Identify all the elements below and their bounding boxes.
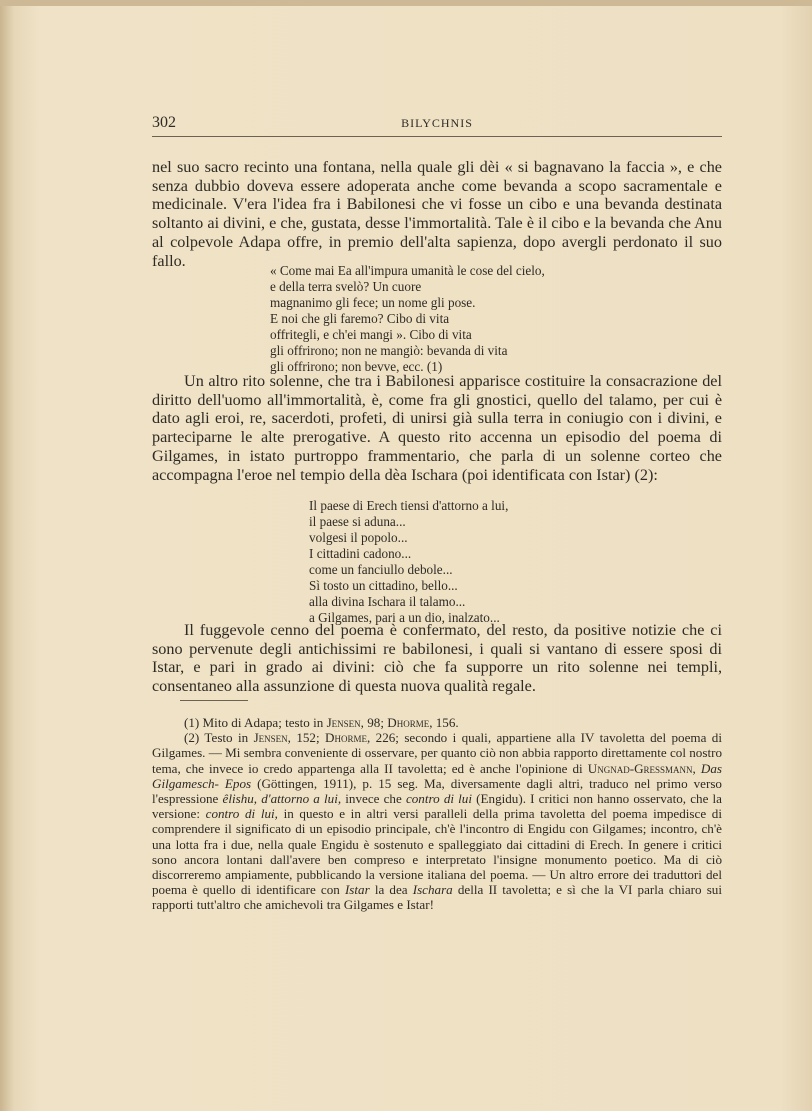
verse-line: « Come mai Ea all'impura umanità le cose del cielo, [270,263,545,278]
footnote-1: (1) Mito di Adapa; testo in Jensen, 98; Dhorme, 156. [184,715,459,730]
paragraph-1: nel suo sacro recinto una fontana, nella quale gli dèi « si bagnavano la faccia », e che senza dubbio doveva essere adoperata anche come bevanda a scopo sacramentale e medicinale. V'era l'idea fra i Babilonesi che vi fosse un cibo e una bevanda destinata soltanto ai divini, e che, gustata, desse l'immortalità. Tale è il cibo e la bevanda che Anu al colpevole Adapa offre, in premio dell'alta sapienza, dopo avergli perdonato il suo fallo. [152,158,722,270]
verse-line: e della terra svelò? Un cuore [270,279,422,294]
verse-line: offritegli, e ch'ei mangi ». Cibo di vita [270,327,472,342]
verse-line: alla divina Ischara il talamo... [309,594,466,609]
verse-line: I cittadini cadono... [309,546,412,561]
verse-line: Sì tosto un cittadino, bello... [309,578,458,593]
verse-line: come un fanciullo debole... [309,562,453,577]
page-number: 302 [152,114,176,131]
verse-line: E noi che gli faremo? Cibo di vita [270,311,450,326]
verse-block-2 [309,498,508,626]
page-header [152,114,722,137]
verse-line: gli offrirono; non bevve, ecc. (1) [270,359,443,374]
running-title: BILYCHNIS [401,116,473,130]
verse-line: magnanimo gli fece; un nome gli pose. [270,295,476,310]
footnote-divider [180,700,248,701]
paragraph-3: Il fuggevole cenno del poema è confermato, del resto, da positive notizie che ci sono pervenute degli antichissimi re babilonesi, i quali si vantano di essere sposi di Istar, e pari in grado ai divini: ciò che fa supporre un rito solenne nei templi, consentaneo alla assunzione di questa nuova qualità regale. [152,621,722,696]
verse-line: il paese si aduna... [309,514,406,529]
verse-line: volgesi il popolo... [309,530,408,545]
verse-line: a Gilgames, pari a un dio, inalzato... [309,610,500,625]
footnote-2: (2) Testo in Jensen, 152; Dhorme, 226; secondo i quali, appartiene alla IV tavoletta del poema di Gilgames. — Mi sembra conveniente di osservare, per quanto ciò non abbia rapporto direttamente col nostro tema, che invece io credo appartenga alla II tavoletta; ed è anche l'opinione di Ungnad-Gressmann, Das Gilgamesch- Epos (Göttingen, 1911), p. 15 seg. Ma, diversamente dagli altri, traduco nel primo verso l'espressione êlishu, d'attorno a lui, invece che contro di lui (Engidu). I critici non hanno osservato, che la versione: contro di lui, in questo e in altri versi paralleli della prima tavoletta del poema impedisce di comprendere il significato di un episodio principale, ch'è l'incontro di Engidu con Gilgames; incontro, ch'è una lotta fra i due, nella quale Engidu è sostenuto e spalleggiato dai cittadini di Erech. In genere i critici sono ancora lontani dall'avere ben compreso e interpretato l'insigne monumento poetico. Ma di ciò discorreremo ampiamente, pubblicando la versione italiana del poema. — Un altro errore dei traduttori del poema è quello di identificare con Istar la dea Ischara della II tavoletta; e sì che la VI parla chiaro sui rapporti tutt'altro che amichevoli tra Gilgames e Istar! [152,730,722,913]
verse-block-1 [270,263,545,375]
footnotes [152,715,722,913]
verse-line: Il paese di Erech tiensi d'attorno a lui, [309,498,509,513]
verse-line: gli offrirono; non ne mangiò: bevanda di vita [270,343,508,358]
paragraph-2: Un altro rito solenne, che tra i Babilonesi apparisce costituire la consacrazione del diritto dell'uomo all'immortalità, è, come fra gli gnostici, quello del talamo, per cui è dato agli eroi, re, sacerdoti, profeti, di unirsi già sulla terra in coniugio con i divini, e parteciparne le alte prerogative. A questo rito accenna un episodio del poema di Gilgames, in istato purtroppo frammentario, che parla di un solenne corteo che accompagna l'eroe nel tempio della dèa Ischara (poi identificata con Istar) (2): [152,372,722,484]
